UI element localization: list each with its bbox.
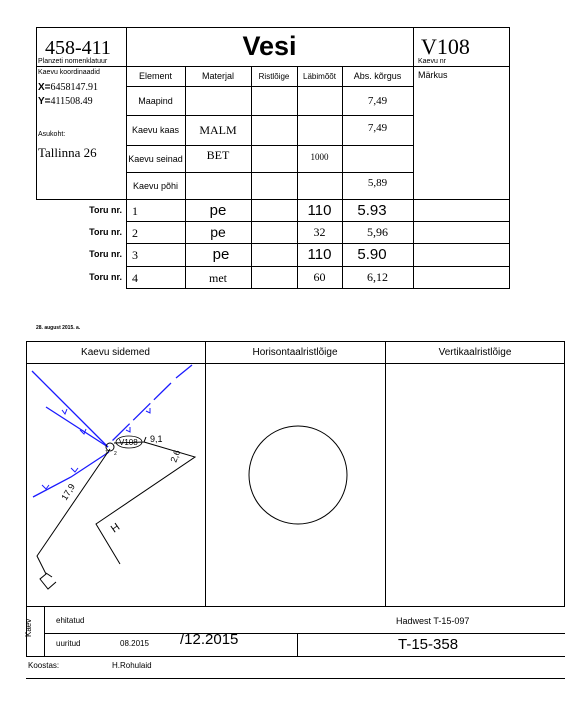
- footer-built-label: ehitatud: [56, 616, 85, 625]
- coord-x-value: 6458147.91: [50, 82, 99, 93]
- footer-line: [44, 607, 45, 656]
- pipe-label: Toru nr.: [89, 205, 122, 215]
- pipe-diameter: 110: [307, 201, 332, 219]
- frame-line: [126, 288, 509, 289]
- location-value: Tallinna 26: [38, 145, 97, 160]
- pipe-label: Toru nr.: [89, 272, 122, 282]
- pipe-tick: [71, 468, 78, 472]
- pipe-diameter: 110: [307, 246, 332, 263]
- row-abs-height-value: 7,49: [367, 94, 388, 107]
- pipe-number: 1: [132, 204, 138, 218]
- col-header-remarks: Märkus: [418, 70, 448, 80]
- pipe-material: pe: [210, 224, 226, 240]
- map-sheet-number: 458-411: [45, 37, 111, 59]
- row-diameter: 1000: [310, 152, 329, 162]
- footer-line: [44, 633, 565, 634]
- row-abs-height: 5,89: [367, 177, 388, 189]
- well-label: V108: [119, 438, 138, 447]
- map-sheet-caption: Planzeti nomenklatuur: [38, 58, 108, 65]
- col-header-element: Element: [138, 71, 173, 81]
- tie-line-2: [96, 442, 195, 564]
- pipe-line: [112, 383, 171, 441]
- document-title: [126, 27, 413, 66]
- pipe-diameter: 60: [313, 269, 326, 284]
- row-material: MALM: [199, 122, 237, 137]
- coord-x-row: [38, 82, 98, 93]
- footer-ref-top: Hadwest T-15-097: [396, 616, 470, 626]
- pipe-material: pe: [212, 246, 230, 263]
- footer-compiled-by: H.Rohulaid: [112, 661, 152, 670]
- pipe-no-2: 2: [114, 451, 117, 457]
- location-label: Asukoht:: [38, 131, 66, 138]
- document-title-text: Vesi: [242, 31, 297, 61]
- dist-label-1: 9,1: [150, 434, 163, 444]
- row-material: BET: [206, 147, 230, 162]
- pipe-number: 2: [132, 226, 138, 240]
- pipe-number: 3: [132, 248, 138, 262]
- dist-label-3: 17,9: [59, 481, 77, 503]
- pipe-no-1: 1: [105, 450, 108, 456]
- frame-right-line: [509, 27, 510, 289]
- pipe-material: pe: [209, 201, 227, 219]
- pipe-abs-height: 5,96: [367, 224, 388, 239]
- coord-x-label: X=: [38, 82, 51, 93]
- pipe-label: Toru nr.: [89, 227, 122, 237]
- col-header-material: Materjal: [201, 71, 234, 81]
- col-header-abs-height: Abs. kõrgus: [353, 71, 402, 81]
- pipe-number: 4: [132, 271, 138, 285]
- pipe-abs-height: 5.90: [357, 246, 387, 263]
- well-id: V108: [421, 34, 470, 59]
- pipe-abs-height: 5.93: [357, 201, 387, 219]
- coord-y-label: Y=: [38, 96, 51, 107]
- footer-surveyed-label: uuritud: [56, 639, 81, 648]
- pipe-line: [176, 365, 192, 378]
- col-header-cross-section: Ristlõige: [258, 71, 290, 81]
- footer-compiled-label: Koostas:: [28, 661, 60, 670]
- row-element: Kaevu põhi: [132, 180, 179, 191]
- well-outline-circle: [249, 426, 347, 524]
- dist-label-2: 2,6: [168, 448, 183, 464]
- panels-divider: [385, 341, 386, 607]
- row-abs-height: [342, 86, 413, 115]
- panel-title-vertical: Vertikaalristlõige: [438, 346, 512, 358]
- pipe-material: met: [209, 270, 227, 285]
- row-element: Kaevu seinad: [128, 153, 183, 164]
- footer-surveyed-date: 08.2015: [120, 639, 149, 648]
- well-id-caption: Kaevu nr: [418, 58, 447, 65]
- horizontal-section-sketch: [205, 363, 385, 607]
- footer-line: [297, 633, 298, 656]
- pipe-line: [32, 371, 108, 447]
- frame-left-line: [36, 27, 37, 199]
- footer-ref-bottom: T-15-358: [398, 636, 459, 653]
- row-abs-height: 7,49: [367, 122, 388, 134]
- panel-title-ties: Kaevu sidemed: [81, 346, 150, 358]
- pipe-abs-height: 6,12: [367, 269, 388, 284]
- footer-line: [26, 678, 565, 679]
- ties-sketch: [26, 363, 205, 607]
- pipe-line: [46, 407, 108, 447]
- date-note: 28. august 2015. a.: [36, 325, 81, 331]
- footer-line: [26, 656, 565, 657]
- coord-y-row: [38, 96, 93, 107]
- pipe-tick: [146, 408, 150, 413]
- building-label: H: [108, 521, 123, 536]
- pipe-tick: [126, 427, 130, 432]
- coord-y-value: 411508.49: [50, 96, 93, 107]
- col-header-diameter: Läbimõõt: [303, 71, 336, 81]
- footer-surveyed-date-hand: /12.2015: [180, 631, 239, 648]
- row-element: Kaevu kaas: [131, 125, 180, 135]
- water-pipes: [32, 365, 192, 497]
- panel-title-horizontal: Horisontaalristlõige: [252, 346, 338, 358]
- row-element: Maapind: [138, 95, 173, 106]
- pipe-diameter: 32: [313, 224, 326, 239]
- pipe-label: Toru nr.: [89, 249, 122, 259]
- footer-side-label: Kaev: [24, 618, 33, 637]
- coords-caption: Kaevu koordinaadid: [38, 69, 100, 76]
- pipe-tick: [62, 409, 67, 414]
- tie-line-4: [46, 573, 52, 577]
